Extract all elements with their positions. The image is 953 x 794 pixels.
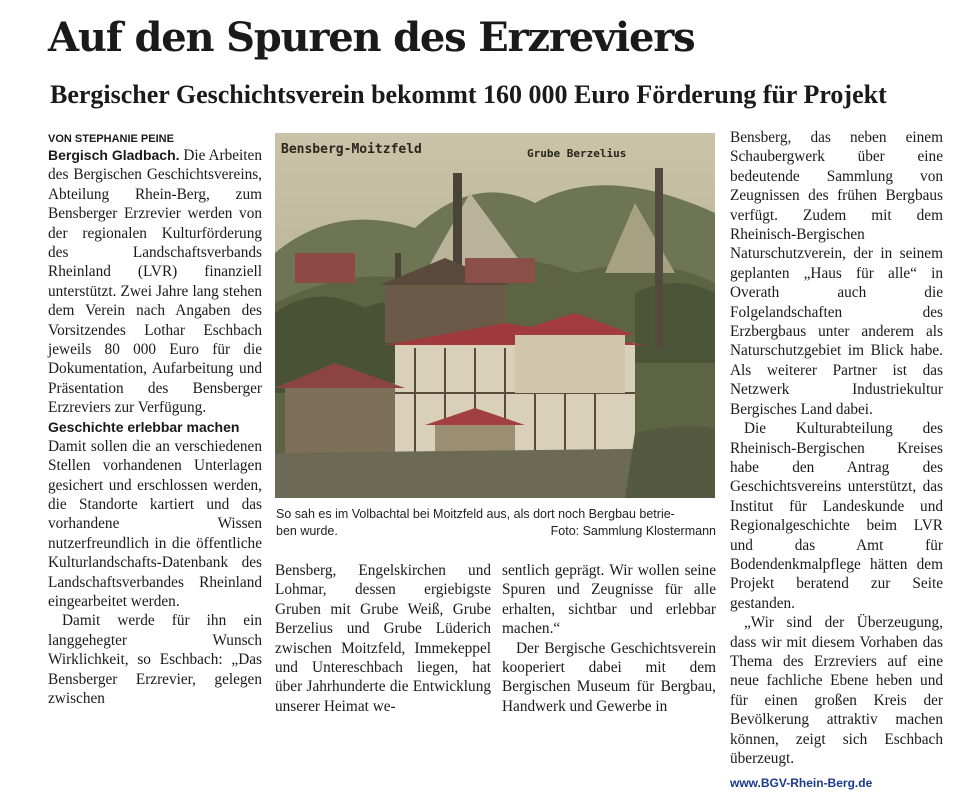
dateline: Bergisch Gladbach. [48, 147, 180, 163]
column-middle [275, 561, 491, 716]
website-link[interactable]: www.BGV-Rhein-Berg.de [730, 776, 873, 791]
column-right [730, 128, 943, 794]
caption-line-2: ben wurde. [276, 524, 338, 538]
historic-mine-photo [275, 133, 715, 498]
article-headline: Auf den Spuren des Erzreviers [48, 14, 695, 61]
column-left [48, 132, 262, 708]
section-subtitle: Geschichte erlebbar machen [48, 418, 240, 435]
paragraph-4-end: Bensberg, das neben einem Schaubergwerk über eine bedeutende Sammlung von Zeugnissen des frühen Bergbaus verfügt. Zudem mit dem Rheinisch-Bergischen Naturschutzverein, der in seinem geplanten „Haus für alle“ in Overath auch die Folgelandschaften des Erzbergbaus unter anderem als Naturschutzgebiet im Blick habe. Als weiterer Partner ist das Netzwerk Industriekultur Bergisches Land dabei. [730, 129, 943, 418]
paragraph-3-middle: Bensberg, Engelskirchen und Lohmar, dessen ergiebigste Gruben mit Grube Weiß, Grube Berzelius und Grube Lüderich zwischen Moitzfeld, Immekeppel und Untereschbach liegen, hat über Jahrhunderte die Entwicklung unserer Heimat we- [275, 562, 491, 715]
intro-text: Die Arbeiten des Bergischen Geschichtsvereins, Abteilung Rhein-Berg, zum Bensberger Erzrevier werden von der regionalen Kulturförderung des Landschaftsverbands Rheinland (LVR) finanziell unterstützt. Zwei Jahre lang stehen dem Verein nach Angaben des Vorsitzendes Lothar Eschbach jeweils 80 000 Euro für die Dokumentation, Aufarbeitung und Präsentation des Bensberger Erzreviers zur Verfügung. [48, 147, 262, 417]
paragraph-2: Damit sollen die an verschiedenen Stellen vorhandenen Unterlagen gesichert und erschlossen werden, die Standorte kartiert und das vorhandene Wissen nutzerfreundlich in die öffentliche Kulturlandschafts-Datenbank des Landschaftsverbandes Rheinland eingearbeitet werden. [48, 437, 262, 610]
intro-paragraph [48, 146, 262, 418]
paragraph-6: „Wir sind der Überzeugung, dass wir mit diesem Vorhaben das Thema des Erzreviers auf eine neue fachliche Ebene heben und für einen großen Kreis der Bevölkerung attraktiv machen können, zeigt sich Eschbach überzeugt. [730, 614, 943, 767]
photo-label-mine: Grube Berzelius [527, 147, 627, 160]
photo-label-location: Bensberg-Moitzfeld [281, 142, 422, 157]
column-middle-right [502, 561, 716, 716]
byline: VON STEPHANIE PEINE [48, 133, 174, 145]
paragraph-3-end: sentlich geprägt. Wir wollen seine Spuren und Zeugnisse für alle erhalten, sichtbar und erlebbar machen.“ [502, 562, 716, 638]
photo-credit: Foto: Sammlung Klostermann [550, 524, 716, 538]
paragraph-5: Die Kulturabteilung des Rheinisch-Bergischen Kreises habe den Antrag des Geschichtsvereins unterstützt, das Institut für Landeskunde und Regionalgeschichte beim LVR und das Amt für Bodendenkmalpflege hätten dem Projekt beratend zur Seite gestanden. [730, 420, 943, 612]
mine-illustration [275, 133, 715, 498]
photo-caption [276, 506, 716, 540]
paragraph-3-start: Damit werde für ihn ein langgehegter Wunsch Wirklichkeit, so Eschbach: „Das Bensberger Erzrevier, gelegen zwischen [48, 612, 262, 707]
caption-line-1: So sah es im Volbachtal bei Moitzfeld aus, als dort noch Bergbau betrie- [276, 507, 675, 521]
paragraph-4-start: Der Bergische Geschichtsverein kooperiert dabei mit dem Bergischen Museum für Bergbau, Handwerk und Gewerbe in [502, 639, 716, 715]
article-subheadline: Bergischer Geschichtsverein bekommt 160 000 Euro Förderung für Projekt [50, 80, 887, 109]
